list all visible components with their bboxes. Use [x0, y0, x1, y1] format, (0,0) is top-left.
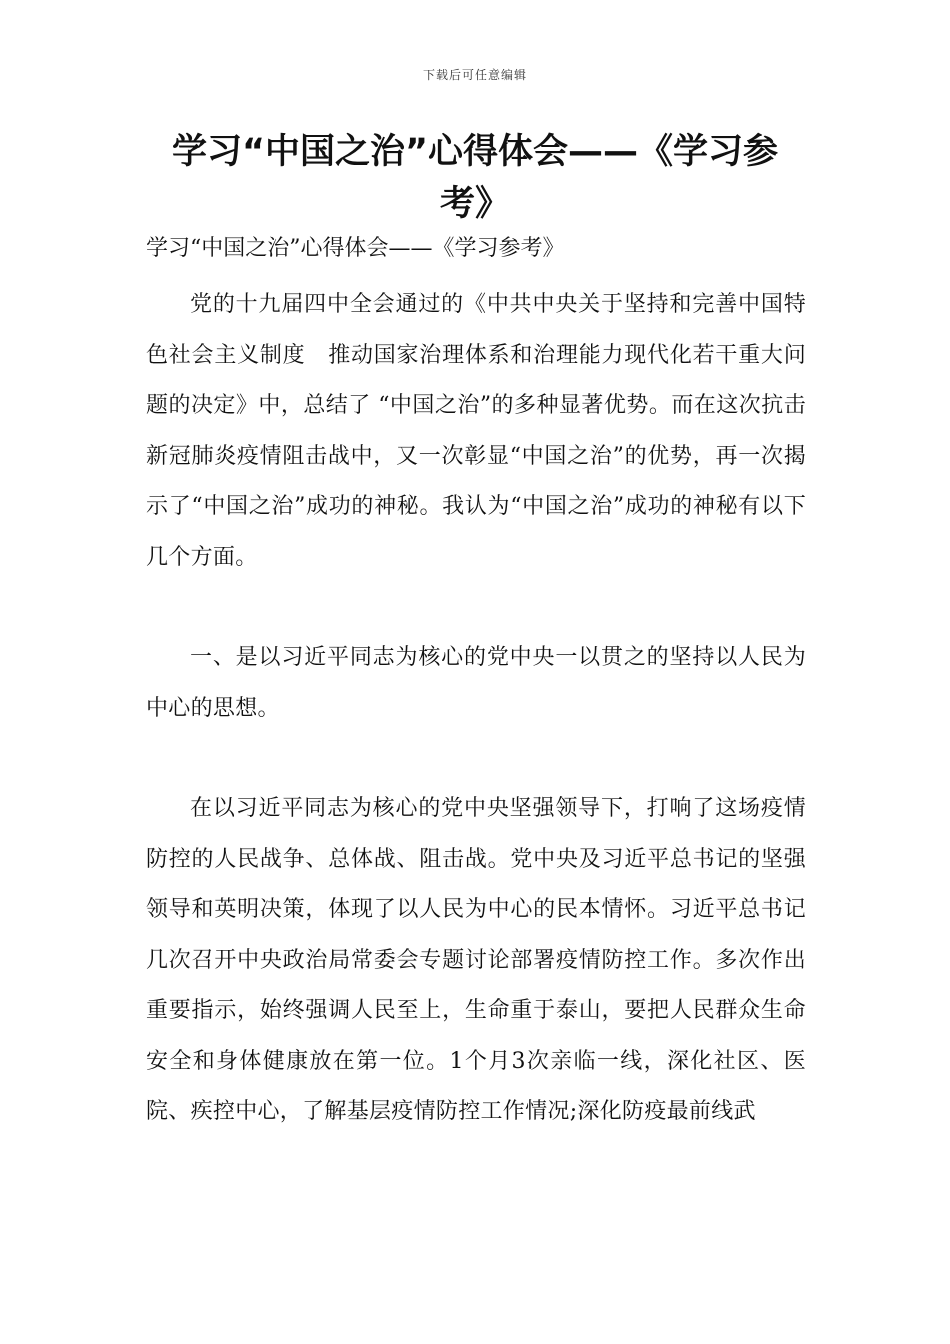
header-note: 下载后可任意编辑	[422, 68, 527, 82]
paragraph-spacer	[146, 734, 806, 784]
paragraph-section-one-heading: 一、是以习近平同志为核心的党中央一以贯之的坚持以人民为中心的思想。	[146, 645, 806, 721]
document-body	[146, 280, 806, 1138]
document-title: 学习“中国之治”心得体会——《学习参考》	[171, 132, 778, 224]
paragraph-intro: 党的十九届四中全会通过的《中共中央关于坚持和完善中国特色社会主义制度 推动国家治理体系和治理能力现代化若干重大问题的决定》中，总结了 “中国之治”的多种显著优势。而在这次抗击新冠肺炎疫情阻击战中，又一次彰显“中国之治”的优势，再一次揭示了“中国之治”成功的神秘。我认为“中国之治”成功的神秘有以下几个方面。	[146, 292, 806, 570]
document-subtitle: 学习“中国之治”心得体会——《学习参考》	[146, 236, 565, 261]
paragraph-spacer	[146, 583, 806, 633]
paragraph-section-one-body: 在以习近平同志为核心的党中央坚强领导下，打响了这场疫情防控的人民战争、总体战、阻击战。党中央及习近平总书记的坚强领导和英明决策，体现了以人民为中心的民本情怀。习近平总书记几次召开中央政治局常委会专题讨论部署疫情防控工作。多次作出重要指示，始终强调人民至上，生命重于泰山，要把人民群众生命安全和身体健康放在第一位。1个月3次亲临一线，深化社区、医院、疾控中心，了解基层疫情防控工作情况;深化防疫最前线武	[146, 796, 806, 1124]
